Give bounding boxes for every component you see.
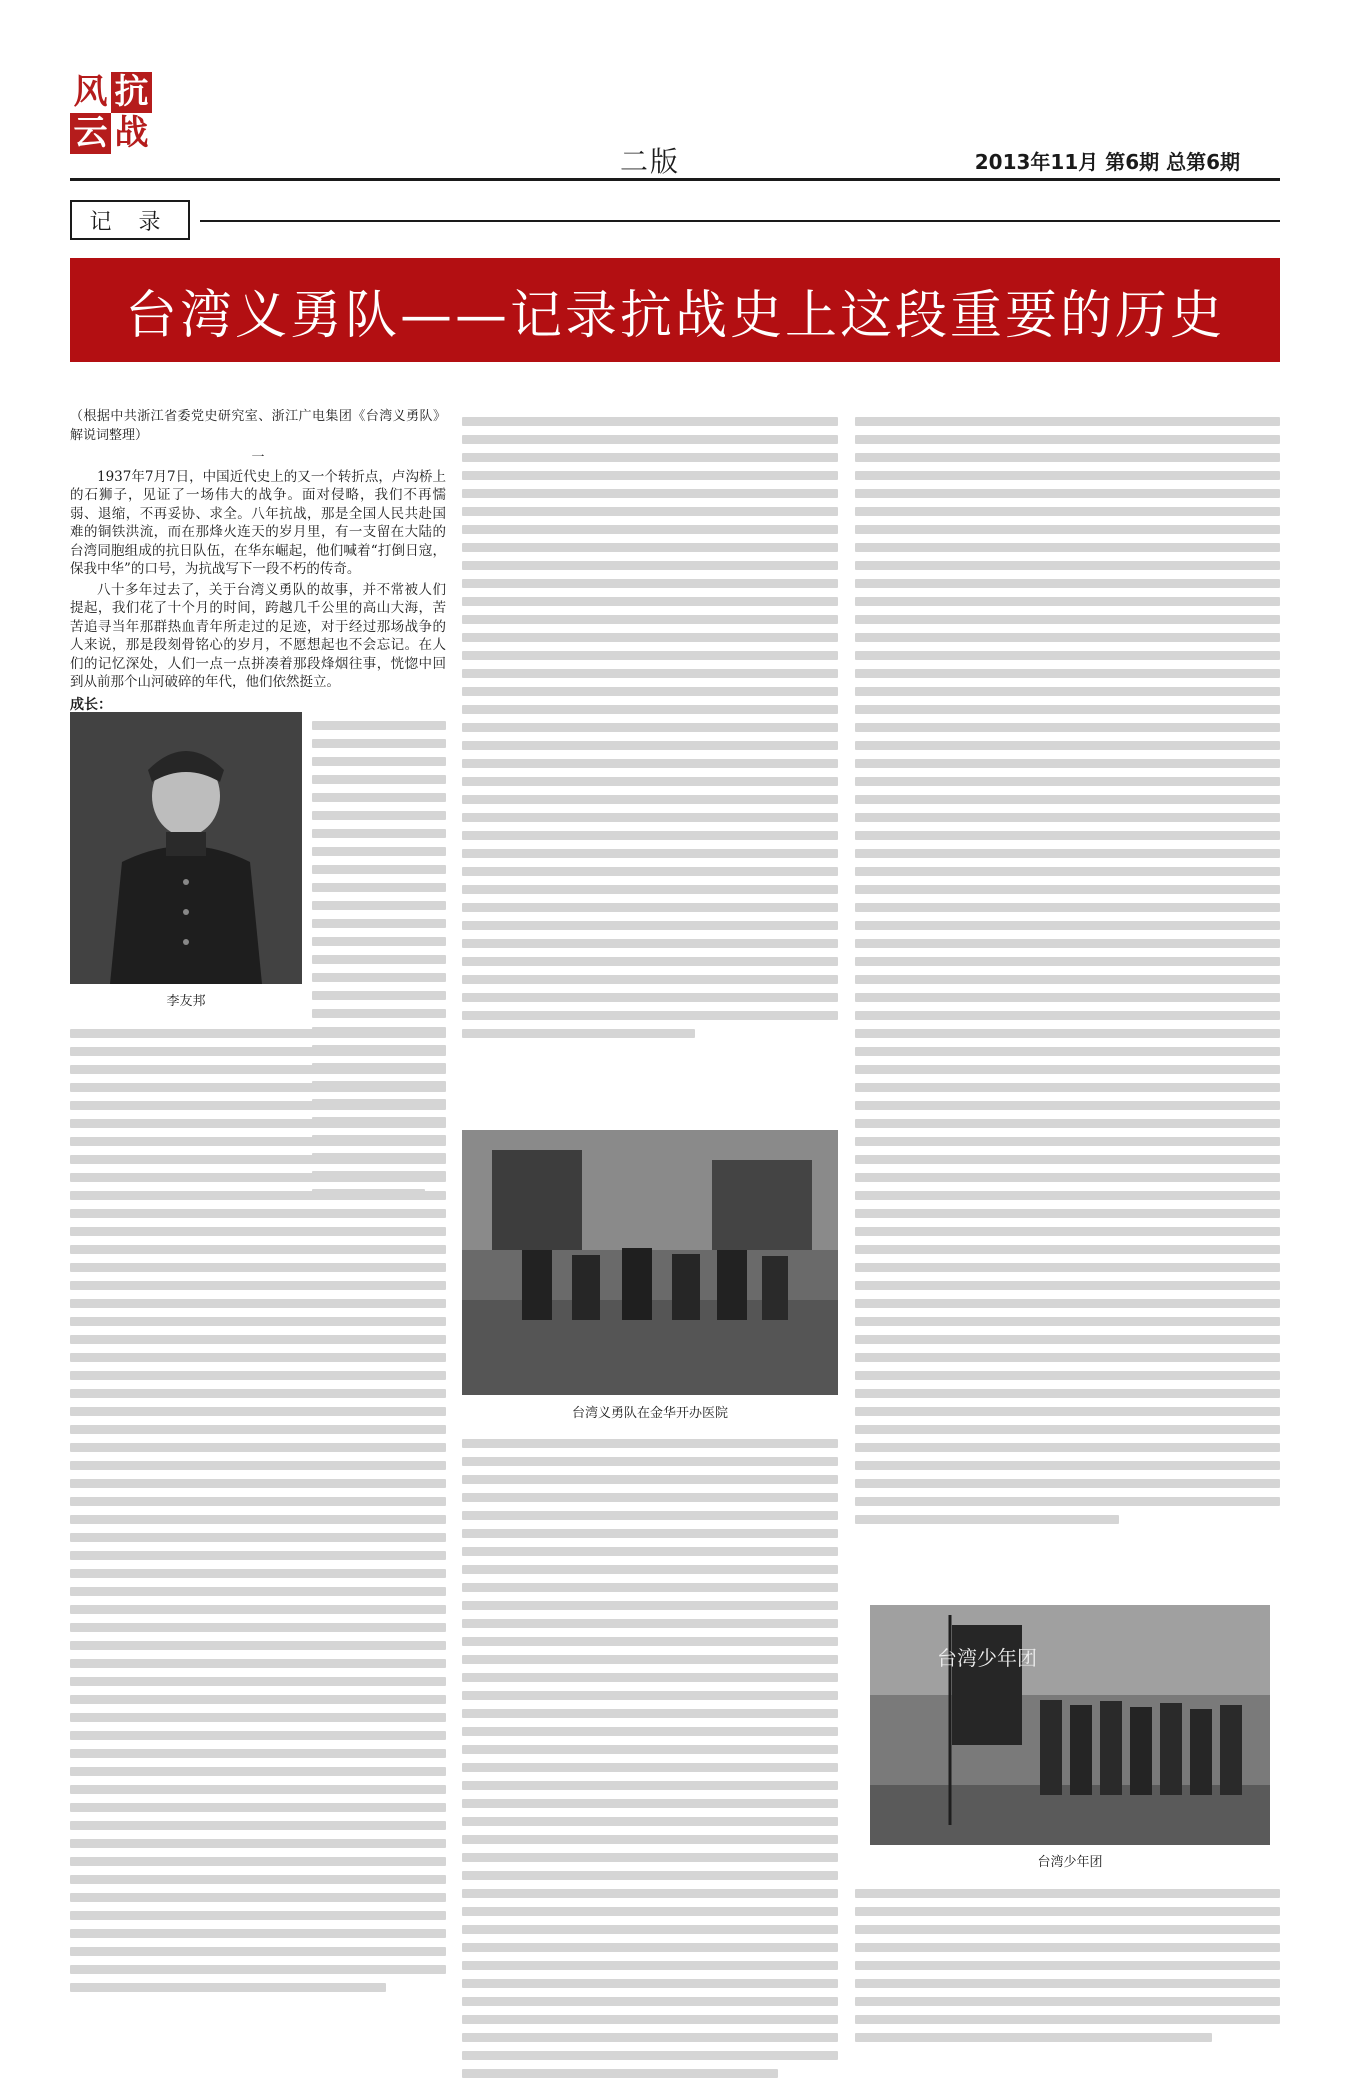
clinic-photo: [462, 1130, 838, 1395]
issue-info: 2013年11月 第6期 总第6期: [974, 150, 1240, 174]
masthead-rule: [70, 178, 1280, 181]
subheading: 成长：: [70, 696, 112, 713]
headline: 台湾义勇队——记录抗战史上这段重要的历史: [124, 285, 1225, 346]
column-3-continued: [855, 1880, 1280, 2051]
flag-text: 台湾少年团: [937, 1646, 1037, 1670]
portrait-photo: [70, 712, 302, 984]
column-2-continued: [462, 1430, 838, 2087]
paragraph: 八十多年过去了，关于台湾义勇队的故事，并不常被人们提起，我们花了十个月的时间，跨越几千公里的高山大海，苦苦追寻当年那群热血青年所走过的足迹，对于经过那场战争的人来说，那是段刻骨铭心的岁月，不愿想起也不会忘记。在人们的记忆深处，人们一点一点拼凑着那段烽烟往事，恍惚中回到从前那个山河破碎的年代，他们依然挺立。: [70, 581, 446, 690]
section-rule: [200, 220, 1280, 222]
part-number: 一: [251, 450, 265, 465]
logo-char-zhan: 战: [111, 113, 152, 154]
section-tag: 记 录: [70, 200, 190, 240]
paragraph: 1937年7月7日，中国近代史上的又一个转折点，卢沟桥上的石狮子，见证了一场伟大的战争。面对侵略，我们不再懦弱、退缩，不再妥协、求全。八年抗战，那是全国人民共赴国难的铜铁洪流，而在那烽火连天的岁月里，有一支留在大陆的台湾同胞组成的抗日队伍，在华东崛起，他们喊着“打倒日寇，保我中华”的口号，为抗战写下一段不朽的传奇。: [70, 468, 446, 577]
portrait-caption: 李友邦: [166, 994, 206, 1009]
youth-group-caption: 台湾少年团: [1037, 1855, 1103, 1870]
logo-char-yun: 云: [70, 113, 111, 154]
column-3: [855, 408, 1280, 1533]
masthead-logo: [70, 72, 152, 154]
logo-char-kang: 抗: [111, 72, 152, 113]
edition-label: 二版: [620, 145, 681, 178]
logo-char-feng: 风: [70, 72, 111, 113]
column-2: [462, 408, 838, 1047]
headline-band: [70, 258, 1280, 362]
clinic-caption: 台湾义勇队在金华开办医院: [571, 1406, 728, 1421]
byline: （根据中共浙江省委党史研究室、浙江广电集团《台湾义勇队》解说词整理）: [70, 409, 446, 443]
youth-group-photo: [870, 1605, 1270, 1845]
column-1-continued: [70, 1020, 446, 2001]
column-1: [70, 408, 446, 716]
